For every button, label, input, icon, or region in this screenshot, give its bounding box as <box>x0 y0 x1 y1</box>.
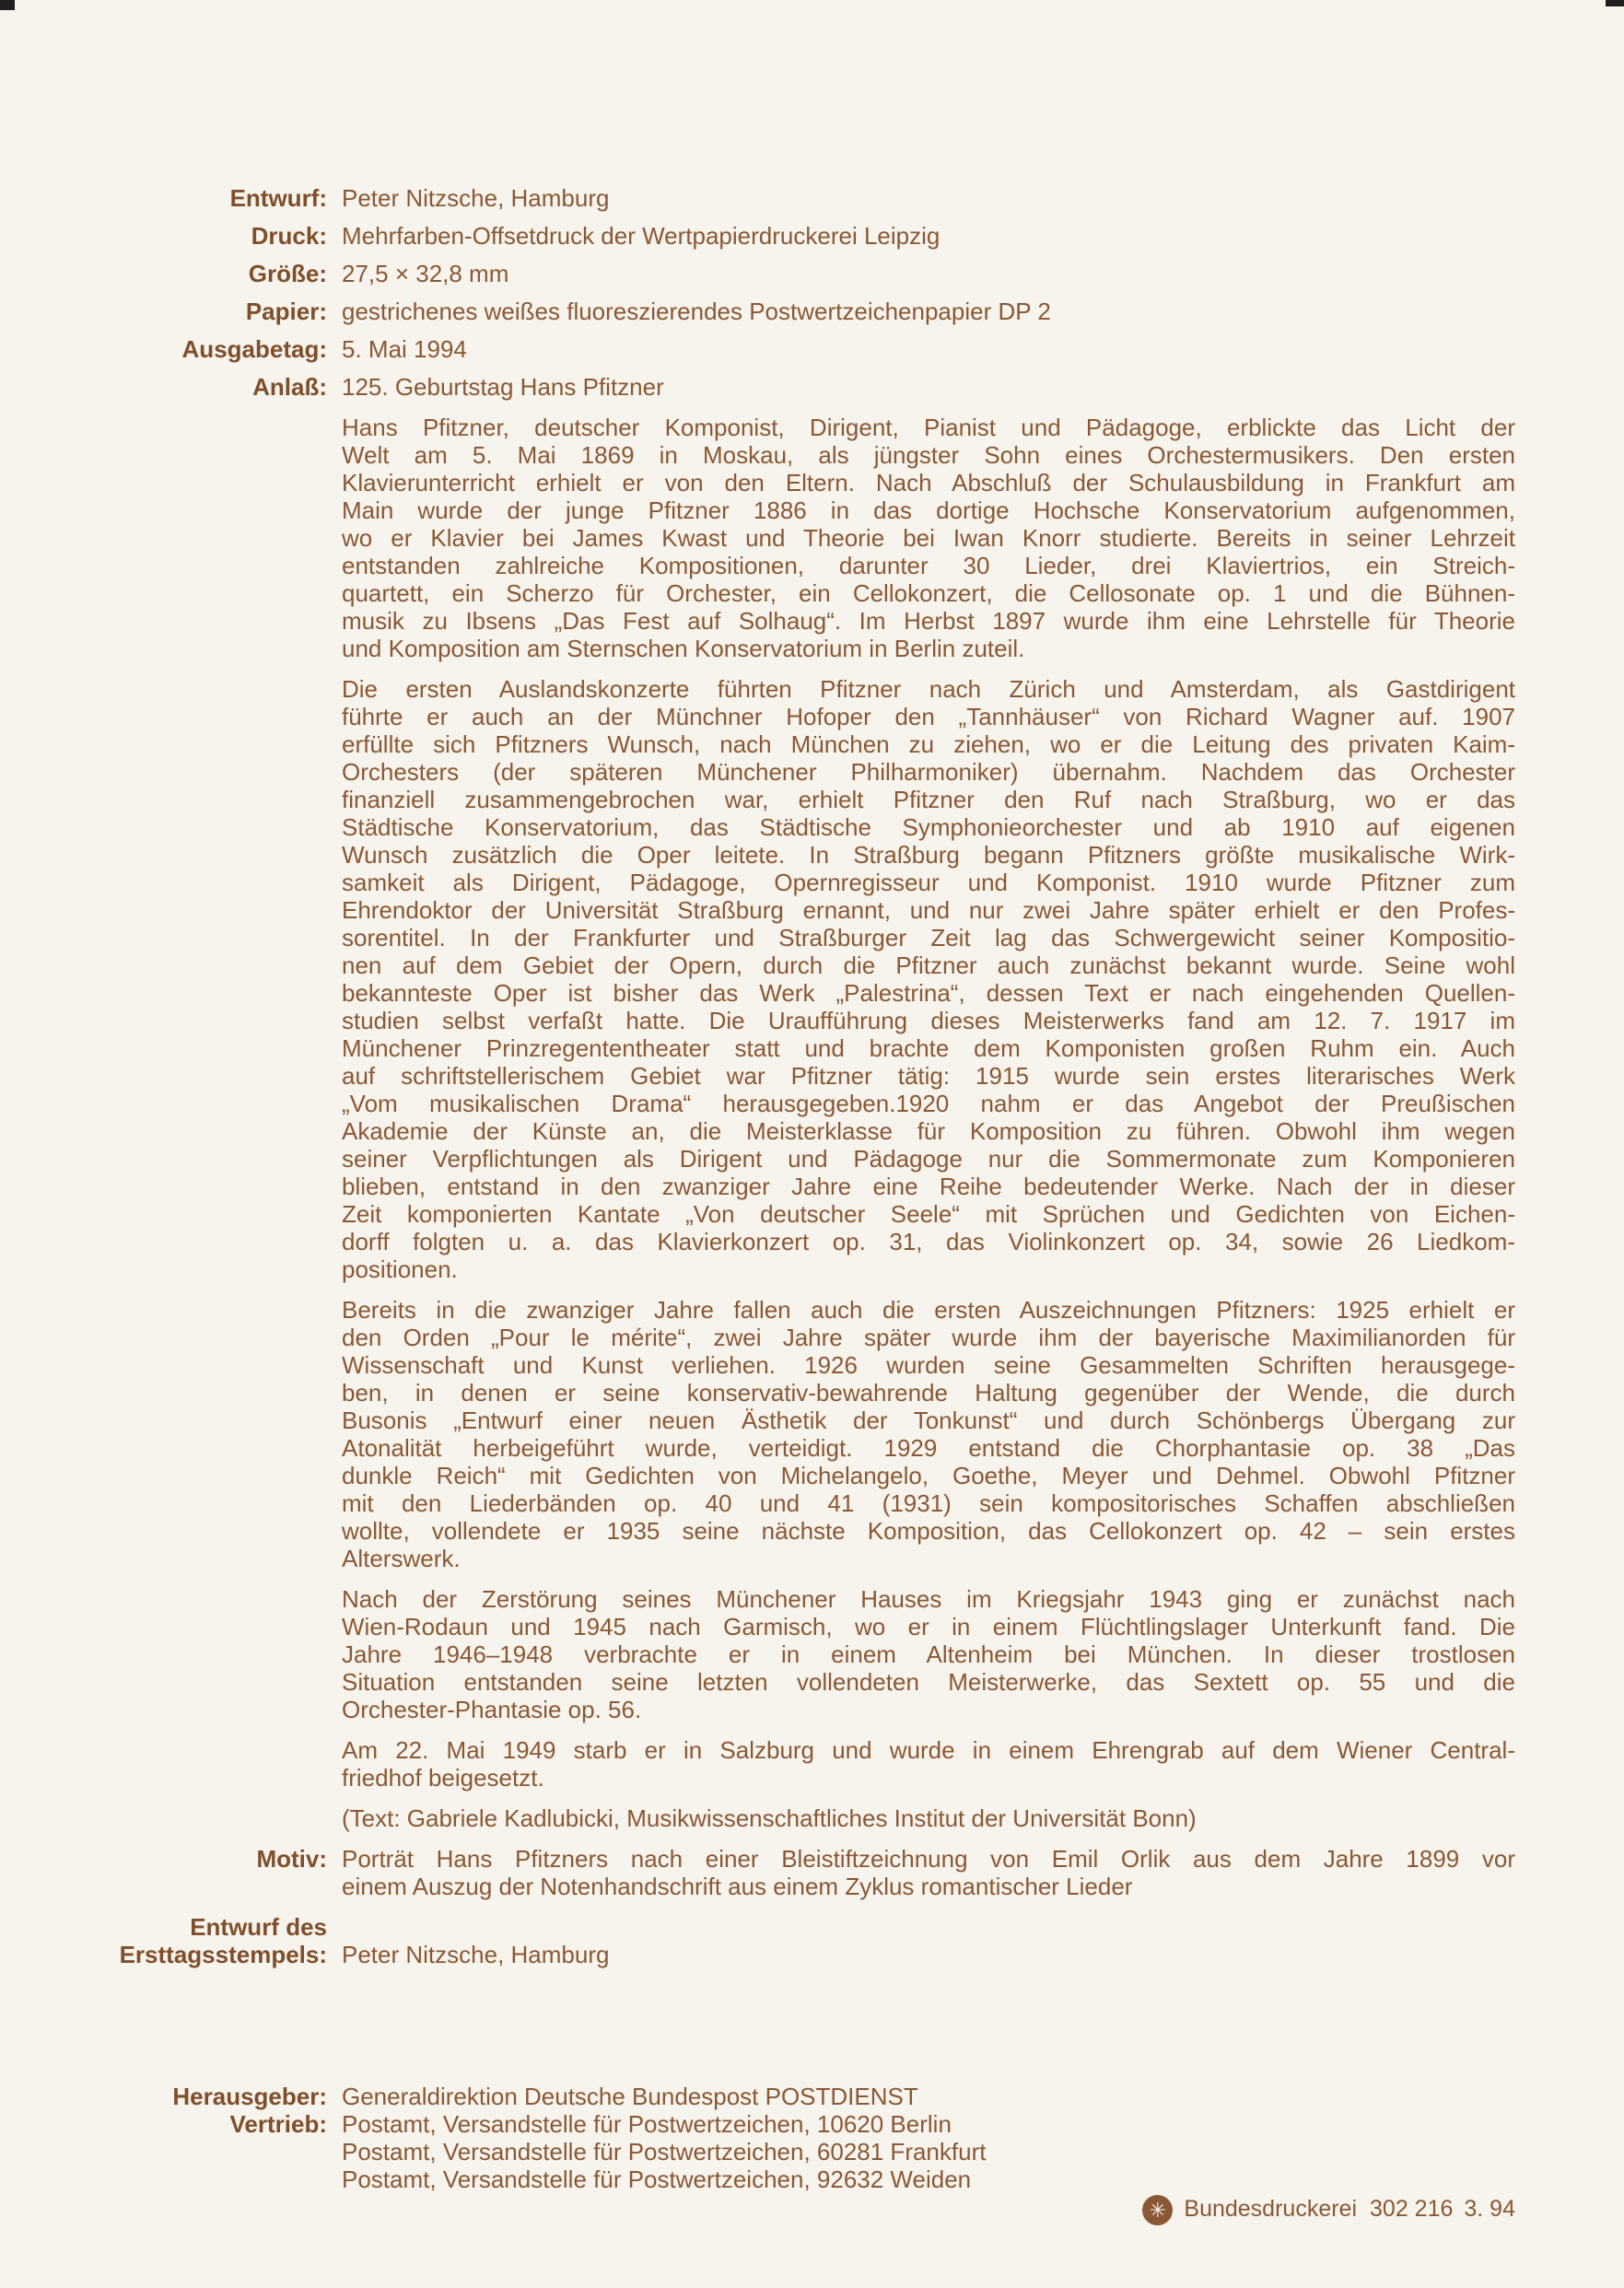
text-line: positionen. <box>342 1255 458 1283</box>
bundesdruckerei-logo-icon: ✳ <box>1142 2195 1173 2225</box>
paragraph-biography-5 <box>342 1736 1515 1792</box>
text-line: dorff folgten u. a. das Klavierkonzert op. 31, das Violinkonzert op. 34, sowie 26 Liedkom- <box>342 1228 1515 1255</box>
text-line: musik zu Ibsens „Das Fest auf Solhaug“. Im Herbst 1897 wurde ihm eine Lehrstelle für Theorie <box>342 607 1515 635</box>
field-value: Mehrfarben-Offsetdruck der Wertpapierdruckerei Leipzig <box>342 222 941 250</box>
motiv-description <box>342 1845 1515 1900</box>
text-line: Am 22. Mai 1949 starb er in Salzburg und wurde in einem Ehrengrab auf dem Wiener Central- <box>342 1736 1515 1764</box>
text-line: seiner Verpflichtungen als Dirigent und Pädagoge nur die Sommermonate zum Komponieren <box>342 1145 1515 1173</box>
text-line: Postamt, Versandstelle für Postwertzeichen, 60281 Frankfurt <box>342 2138 987 2165</box>
text-line: Busonis „Entwurf einer neuen Ästhetik der Tonkunst“ und durch Schönbergs Übergang zur <box>342 1407 1515 1434</box>
field-value: Generaldirektion Deutsche Bundespost POSTDIENST <box>342 2083 918 2110</box>
field-label-line1: Entwurf des <box>190 1913 327 1941</box>
paragraph-biography-4 <box>342 1585 1515 1723</box>
text-line: und Komposition am Sternschen Konservatorium in Berlin zuteil. <box>342 635 1025 662</box>
text-line: bekannteste Oper ist bisher das Werk „Palestrina“, dessen Text er nach eingehenden Quellen- <box>342 979 1515 1007</box>
text-line: samkeit als Dirigent, Pädagoge, Opernregisseur und Komponist. 1910 wurde Pfitzner zum <box>342 869 1515 896</box>
text-line: „Vom musikalischen Drama“ herausgegeben.1920 nahm er das Angebot der Preußischen <box>342 1090 1515 1117</box>
field-value <box>342 1913 1515 1968</box>
document-content <box>0 184 1624 2225</box>
field-label: Motiv: <box>256 1845 327 1873</box>
text-line: Alterswerk. <box>342 1545 461 1572</box>
text-line: studien selbst verfaßt hatte. Die Uraufführung dieses Meisterwerks fand am 12. 7. 1917 im <box>342 1007 1515 1034</box>
field-label: Anlaß: <box>252 373 327 401</box>
field-label <box>0 1913 327 1968</box>
text-line: Die ersten Auslandskonzerte führten Pfitzner nach Zürich und Amsterdam, als Gastdirigent <box>342 675 1515 703</box>
paragraph-biography-1 <box>342 414 1515 662</box>
text-line: Städtische Konservatorium, das Städtische Symphonieorchester und ab 1910 auf eigenen <box>342 813 1515 841</box>
text-line: quartett, ein Scherzo für Orchester, ein Cellokonzert, die Cellosonate op. 1 und die Bühnen- <box>342 579 1515 607</box>
text-line: Jahre 1946–1948 verbrachte er in einem Altenheim bei München. In dieser trostlosen <box>342 1640 1515 1668</box>
printer-name: Bundesdruckerei <box>1184 2196 1358 2222</box>
text-line: Atonalität herbeigeführt wurde, verteidigt. 1929 entstand die Chorphantasie op. 38 „Das <box>342 1434 1515 1462</box>
text-line: Wissenschaft und Kunst verliehen. 1926 wurden seine Gesammelten Schriften herausgege- <box>342 1351 1515 1379</box>
text-line: blieben, entstand in den zwanziger Jahre eine Reihe bedeutender Werke. Nach der in dieser <box>342 1173 1515 1200</box>
text-line: wo er Klavier bei James Kwast und Theorie bei Iwan Knorr studierte. Bereits in seiner Lehrzeit <box>342 524 1515 552</box>
text-line: den Orden „Pour le mérite“, zwei Jahre später wurde ihm der bayerische Maximilianorden für <box>342 1324 1515 1351</box>
text-line: Wien-Rodaun und 1945 nach Garmisch, wo er in einem Flüchtlingslager Unterkunft fand. Die <box>342 1613 1515 1640</box>
field-label: Größe: <box>248 260 327 287</box>
field-row-groesse <box>0 260 1624 287</box>
text-line: mit den Liederbänden op. 40 und 41 (1931) sein kompositorisches Schaffen abschließen <box>342 1489 1515 1517</box>
field-row-ausgabetag <box>0 335 1624 363</box>
paragraph-biography-3 <box>342 1296 1515 1572</box>
text-line: Porträt Hans Pfitzners nach einer Bleistiftzeichnung von Emil Orlik aus dem Jahre 1899 vor <box>342 1845 1515 1873</box>
text-line: Bereits in die zwanziger Jahre fallen auch die ersten Auszeichnungen Pfitzners: 1925 erhielt er <box>342 1296 1515 1324</box>
text-line: Situation entstanden seine letzten vollendeten Meisterwerke, das Sextett op. 55 und die <box>342 1668 1515 1696</box>
field-row-motiv <box>0 1845 1624 1900</box>
text-line: Ehrendoktor der Universität Straßburg ernannt, und nur zwei Jahre später erhielt er den Profes- <box>342 896 1515 924</box>
text-line: Münchener Prinzregententheater statt und brachte dem Komponisten großen Ruhm ein. Auch <box>342 1034 1515 1062</box>
field-row-anlass <box>0 373 1624 401</box>
field-value: 27,5 × 32,8 mm <box>342 260 509 287</box>
field-row-entwurf <box>0 184 1624 212</box>
text-line: Wunsch zusätzlich die Oper leitete. In Straßburg begann Pfitzners größte musikalische Wirk- <box>342 841 1515 869</box>
text-line: nen auf dem Gebiet der Opern, durch die Pfitzner auch zunächst bekannt wurde. Seine wohl <box>342 951 1515 979</box>
text-line: einem Auszug der Notenhandschrift aus einem Zyklus romantischer Lieder <box>342 1873 1133 1900</box>
field-label: Herausgeber: <box>172 2083 327 2110</box>
field-label: Ausgabetag: <box>181 335 327 363</box>
scan-artifact-top-left <box>0 0 15 10</box>
text-line: friedhof beigesetzt. <box>342 1764 544 1792</box>
text-line: auf schriftstellerischem Gebiet war Pfitzner tätig: 1915 wurde sein erstes literarisches Werk <box>342 1062 1515 1090</box>
text-line: wollte, vollendete er 1935 seine nächste Komposition, das Cellokonzert op. 42 – sein erstes <box>342 1517 1515 1545</box>
text-line: Klavierunterricht erhielt er von den Eltern. Nach Abschluß der Schulausbildung in Frankfurt am <box>342 469 1515 496</box>
text-line: Orchesters (der späteren Münchener Philharmoniker) übernahm. Nachdem das Orchester <box>342 758 1515 786</box>
field-value: Peter Nitzsche, Hamburg <box>342 184 610 212</box>
field-row-druck <box>0 222 1624 250</box>
text-line: führte er auch an der Münchner Hofoper den „Tannhäuser“ von Richard Wagner auf. 1907 <box>342 703 1515 730</box>
text-line: finanziell zusammengebrochen war, erhielt Pfitzner den Ruf nach Straßburg, wo er das <box>342 786 1515 813</box>
text-line: Postamt, Versandstelle für Postwertzeichen, 10620 Berlin <box>342 2110 952 2138</box>
text-line: Postamt, Versandstelle für Postwertzeichen, 92632 Weiden <box>342 2165 972 2193</box>
field-label: Papier: <box>245 298 327 325</box>
field-label: Entwurf: <box>229 184 327 212</box>
text-line: dunkle Reich“ mit Gedichten von Michelangelo, Goethe, Meyer und Dehmel. Obwohl Pfitzner <box>342 1462 1515 1489</box>
distribution-addresses <box>342 2110 1515 2193</box>
field-value: gestrichenes weißes fluoreszierendes Postwertzeichenpapier DP 2 <box>342 298 1051 325</box>
text-line: Welt am 5. Mai 1869 in Moskau, als jüngster Sohn eines Orchestermusikers. Den ersten <box>342 441 1515 469</box>
field-row-ersttagsstempel <box>0 1913 1624 1968</box>
text-line: Nach der Zerstörung seines Münchener Hauses im Kriegsjahr 1943 ging er zunächst nach <box>342 1585 1515 1613</box>
field-label: Vertrieb: <box>229 2110 327 2138</box>
field-row-herausgeber <box>0 2083 1624 2110</box>
text-line: erfüllte sich Pfitzners Wunsch, nach München zu ziehen, wo er die Leitung des privaten Kaim- <box>342 730 1515 758</box>
text-line: Orchester-Phantasie op. 56. <box>342 1696 642 1723</box>
field-value: 125. Geburtstag Hans Pfitzner <box>342 373 664 401</box>
text-line: Main wurde der junge Pfitzner 1886 in das dortige Hochsche Konservatorium aufgenommen, <box>342 496 1515 524</box>
text-line: entstanden zahlreiche Kompositionen, darunter 30 Lieder, drei Klaviertrios, ein Streich- <box>342 552 1515 579</box>
printer-date: 3. 94 <box>1464 2196 1515 2222</box>
text-credit: (Text: Gabriele Kadlubicki, Musikwissenschaftliches Institut der Universität Bonn) <box>342 1804 1197 1832</box>
field-row-papier <box>0 298 1624 325</box>
paragraph-biography-2 <box>342 675 1515 1283</box>
scan-artifact-top-right <box>1606 0 1624 6</box>
field-row-vertrieb <box>0 2110 1624 2193</box>
stempel-designer: Peter Nitzsche, Hamburg <box>342 1941 610 1968</box>
field-label: Druck: <box>251 222 327 250</box>
printer-code: 302 216 <box>1370 2196 1454 2222</box>
text-line: Zeit komponierten Kantate „Von deutscher Seele“ mit Sprüchen und Gedichten von Eichen- <box>342 1200 1515 1228</box>
field-value: 5. Mai 1994 <box>342 335 467 363</box>
text-line: sorentitel. In der Frankfurter und Straßburger Zeit lag das Schwergewicht seiner Kompositio- <box>342 924 1515 951</box>
text-line: ben, in denen er seine konservativ-bewahrende Haltung gegenüber der Wende, die durch <box>342 1379 1515 1407</box>
text-line: Hans Pfitzner, deutscher Komponist, Dirigent, Pianist und Pädagoge, erblickte das Licht der <box>342 414 1515 441</box>
text-line: Akademie der Künste an, die Meisterklasse für Komposition zu führen. Obwohl ihm wegen <box>342 1117 1515 1145</box>
printer-credit <box>342 2193 1515 2225</box>
field-label-line2: Ersttagsstempels: <box>119 1941 327 1968</box>
